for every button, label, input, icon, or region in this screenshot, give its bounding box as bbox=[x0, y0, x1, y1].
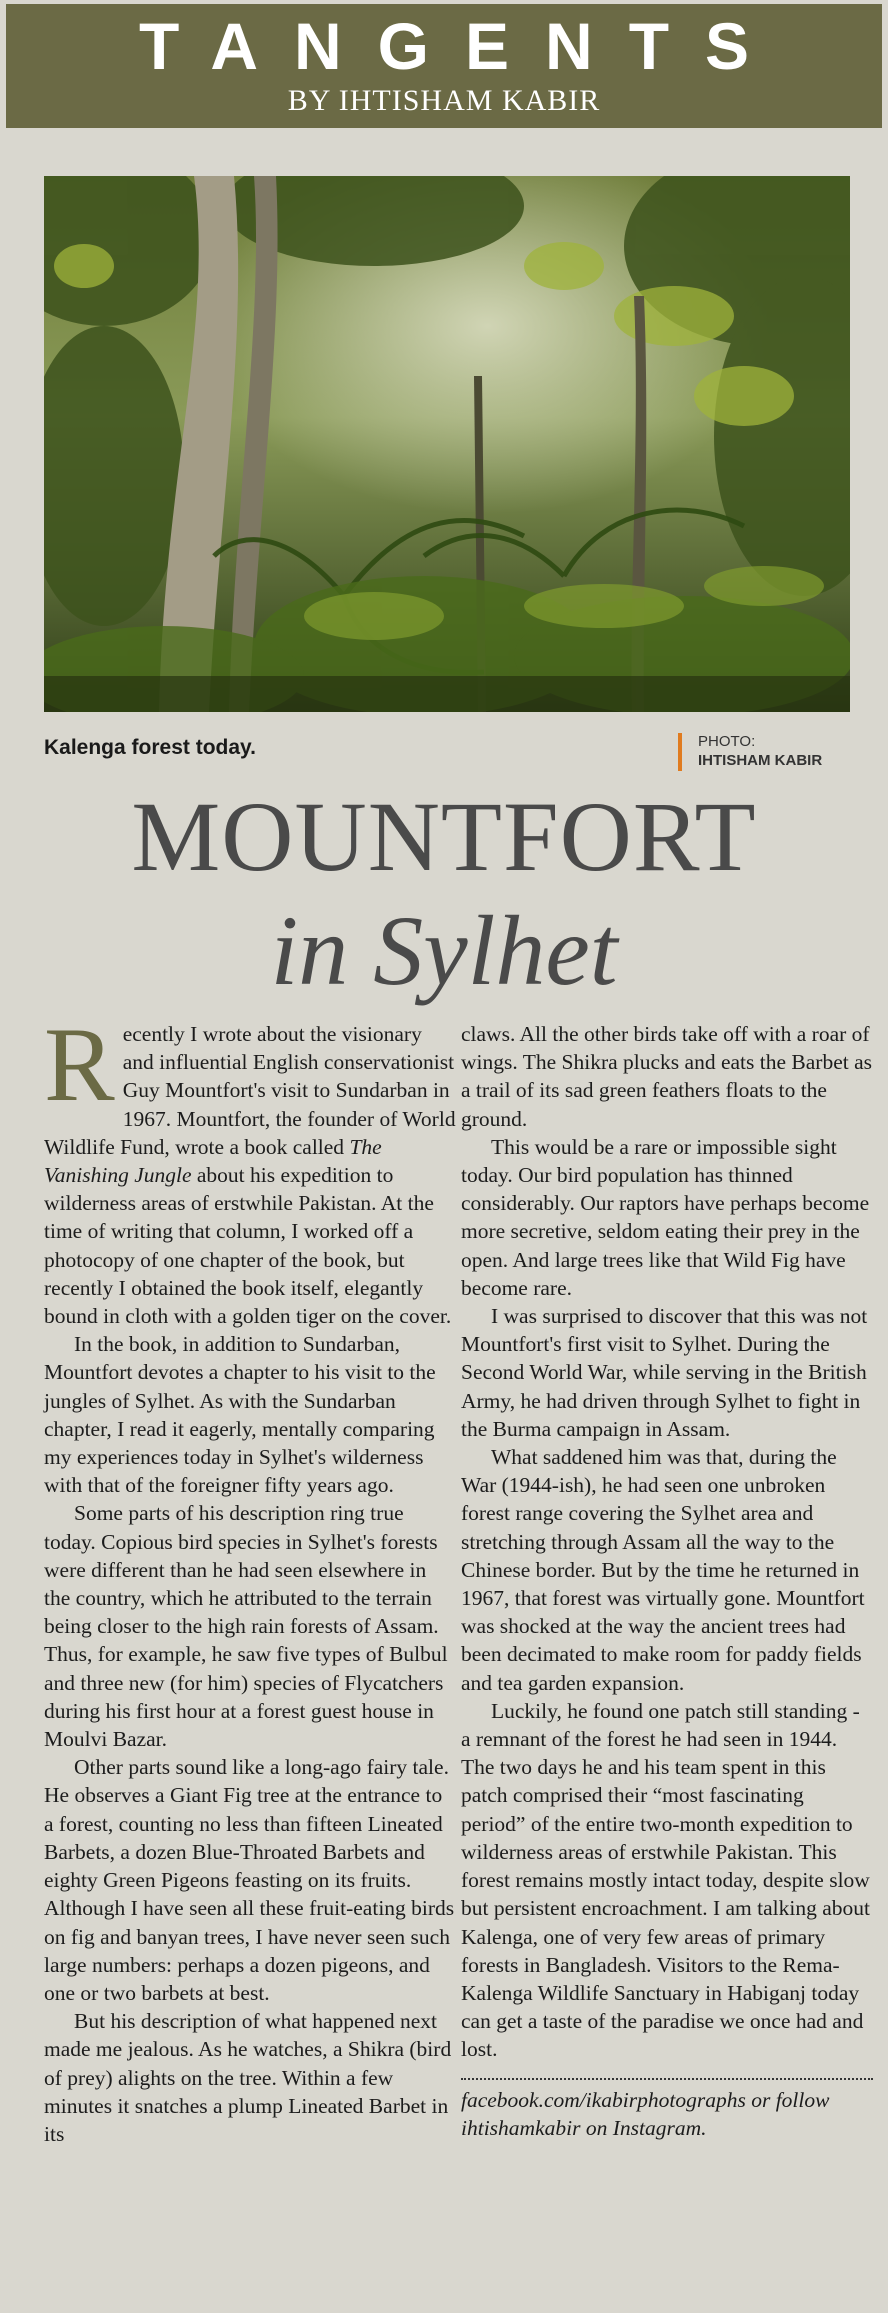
photo-credit-label: PHOTO: bbox=[698, 733, 756, 750]
photo-caption: Kalenga forest today. bbox=[44, 736, 256, 759]
byline: BY IHTISHAM KABIR bbox=[287, 84, 601, 117]
paragraph-6: This would be a rare or impossible sight today. Our bird population has thinned considerably. Our raptors have perhaps become more secretive, seldom eating their prey in the open. And large trees like that Wild Fig have become rare. bbox=[461, 1134, 870, 1300]
paragraph-5-continued: claws. All the other birds take off with a roar of wings. The Shikra plucks and eats the Barbet as a trail of its sad green feathers floats to the ground. bbox=[461, 1022, 872, 1131]
paragraph-2: In the book, in addition to Sundarban, Mountfort devotes a chapter to his visit to the jungles of Sylhet. As with the Sundarban chapter, I read it eagerly, mentally comparing my experiences today in Sylhet's wilderness with that of the foreigner fifty years ago. bbox=[44, 1332, 436, 1498]
column-title: TANGENTS bbox=[138, 9, 786, 83]
social-footer: facebook.com/ikabirphotographs or follow ihtishamkabir on Instagram. bbox=[461, 2087, 830, 2140]
paragraph-8: What saddened him was that, during the War (1944-ish), he had seen one unbroken forest range covering the Sylhet area and stretching through Assam all the way to the Chinese border. But by the time he returned in 1967, that forest was virtually gone. Mountfort was shocked at the way the ancient trees had been decimated to make room for paddy fields and tea garden expansion. bbox=[461, 1445, 865, 1695]
paragraph-7: I was surprised to discover that this was not Mountfort's first visit to Sylhet. During the Second World War, while serving in the British Army, he had driven through Sylhet to fight in the Burma campaign in Assam. bbox=[461, 1304, 868, 1441]
paragraph-3: Some parts of his description ring true today. Copious bird species in Sylhet's forests were different than he had seen elsewhere in the country, which he attributed to the terrain being closer to the high rain forests of Assam. Thus, for example, he saw five types of Bulbul and three new (for him) species of Flycatchers during his first hour at a forest guest house in Moulvi Bazar. bbox=[44, 1501, 448, 1752]
paragraph-9: Luckily, he found one patch still standing - a remnant of the forest he had seen in 1944. The two days he and his team spent in this patch comprised their “most fascinating period” of the entire two-month expedition to wilderness areas of erstwhile Pakistan. This forest remains mostly intact today, despite slow but persistent encroachment. I am talking about Kalenga, one of very few areas of primary forests in Bangladesh. Visitors to the Rema-Kalenga Wildlife Sanctuary in Habiganj today can get a taste of the paradise we once had and lost. bbox=[461, 1698, 870, 2062]
paragraph-4: Other parts sound like a long-ago fairy tale. He observes a Giant Fig tree at the entrance to a forest, counting no less than fifteen Lineated Barbets, a dozen Blue-Throated Barbets and eighty Green Pigeons feasting on its fruits. Although I have seen all these fruit-eating birds on fig and banyan trees, I have never seen such large numbers: perhaps a dozen pigeons, and one or two barbets at best. bbox=[44, 1755, 455, 2005]
article-column-right bbox=[461, 1020, 873, 2142]
dotted-divider bbox=[461, 2078, 873, 2080]
photo-credit-name: IHTISHAM KABIR bbox=[698, 752, 823, 769]
drop-cap: R bbox=[44, 1006, 115, 1123]
headline: MOUNTFORT bbox=[131, 781, 757, 892]
book-title: The Vanishing Jungle bbox=[44, 1134, 382, 1188]
credit-accent-bar bbox=[678, 733, 682, 771]
forest-photo bbox=[44, 176, 850, 712]
headline-subtitle: in Sylhet bbox=[270, 895, 618, 1006]
article-column-left bbox=[44, 1006, 456, 2148]
paragraph-1: Recently I wrote about the visionary and influential English conservationist Guy Mountfort's visit to Sundarban in 1967. Mountfort, the founder of World Wildlife Fund, wrote a book called The Vanishing Jungle about his expedition to wilderness areas of erstwhile Pakistan. At the time of writing that column, I worked off a photocopy of one chapter of the book, but recently I obtained the book itself, elegantly bound in cloth with a golden tiger on the cover. bbox=[44, 1006, 456, 1329]
paragraph-5: But his description of what happened next made me jealous. As he watches, a Shikra (bird of prey) alights on the tree. Within a few minutes it snatches a plump Lineated Barbet in its bbox=[44, 2009, 452, 2146]
forest-illustration bbox=[44, 176, 850, 712]
masthead bbox=[6, 4, 882, 128]
